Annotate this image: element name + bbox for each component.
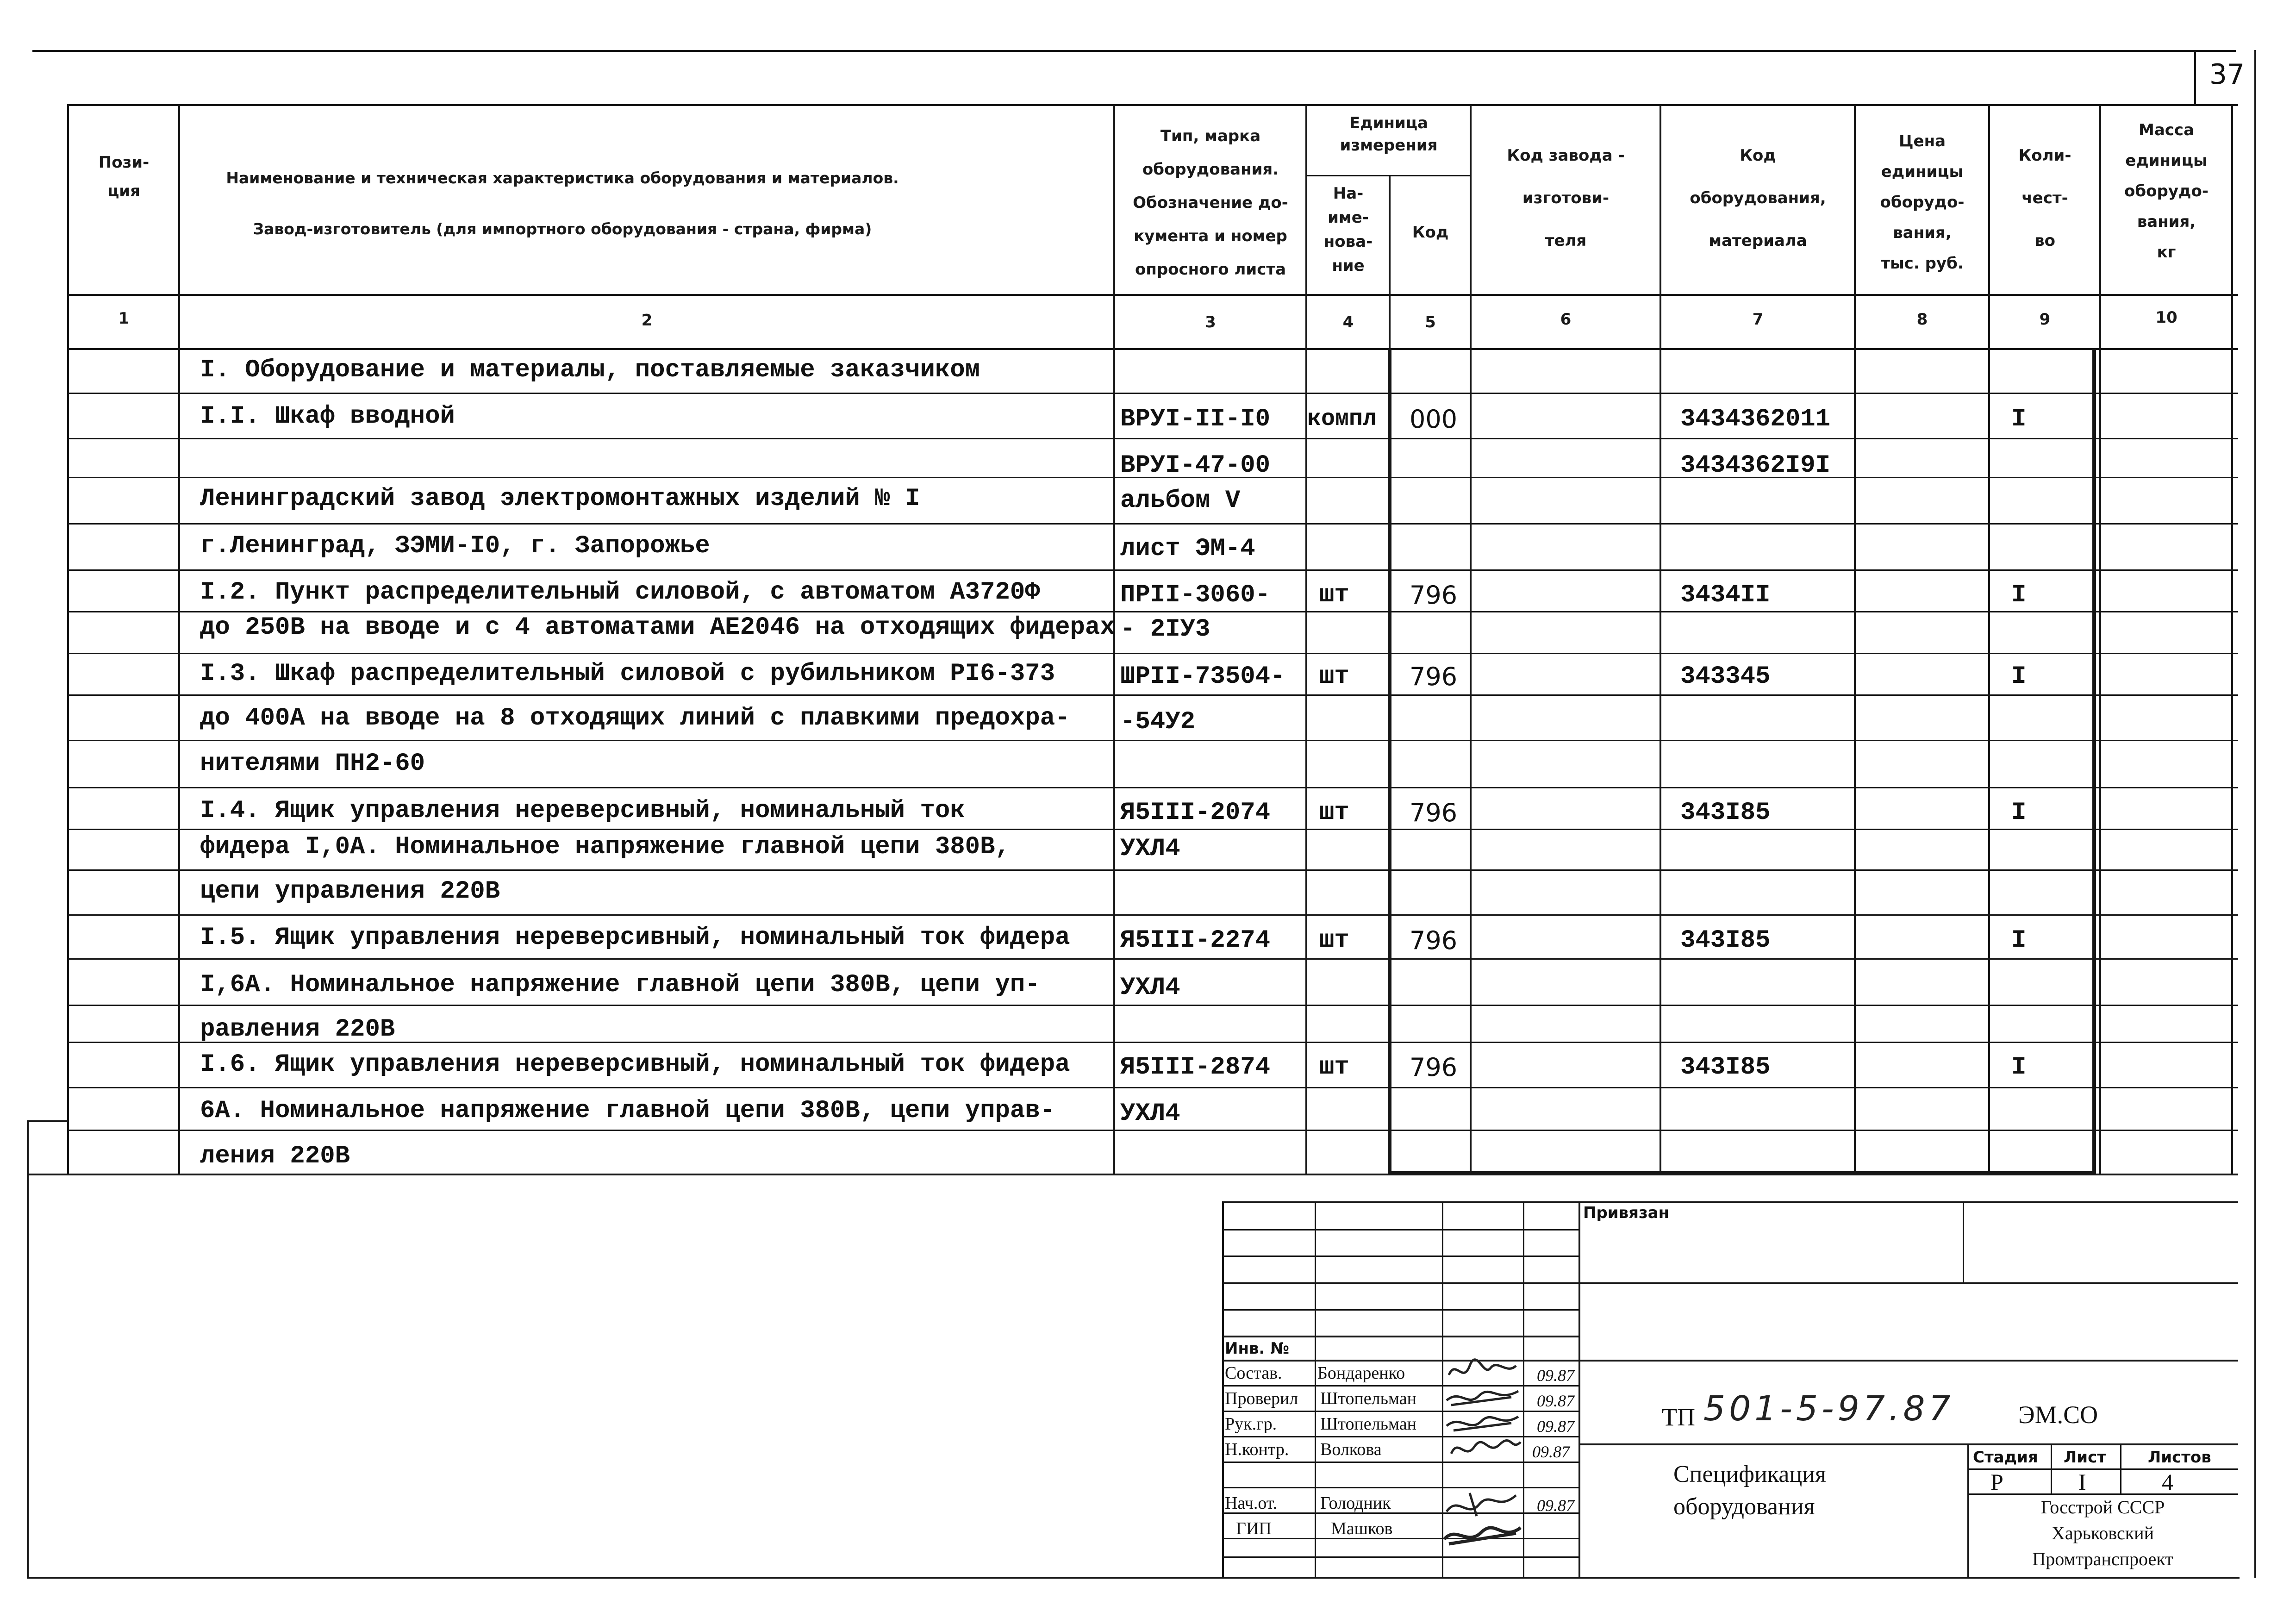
tb-sheets-value: 4 (2162, 1469, 2173, 1495)
col9-left-line (1988, 104, 1990, 1174)
row-name: I.5. Ящик управления нереверсивный, номинальный ток фидера (200, 924, 1070, 952)
row-separator-line (67, 740, 2238, 741)
tb-date-2: 09.87 (1537, 1417, 1574, 1436)
col-number-1: 1 (118, 309, 130, 328)
tb-date-1: 09.87 (1537, 1392, 1574, 1410)
bold-frame-right (2092, 348, 2096, 1174)
col-number-10: 10 (2155, 308, 2177, 327)
tb-name-1: Штопельман (1320, 1389, 1416, 1408)
col8-left-line (1854, 104, 1856, 1174)
row-name: I.3. Шкаф распределительный силовой с рубильником РI6-373 (200, 660, 1055, 688)
col-number-4: 4 (1342, 313, 1354, 331)
col6-left-line (1470, 104, 1472, 1174)
tb-role-1: Проверил (1225, 1389, 1298, 1408)
table-top-line (67, 104, 2238, 106)
tb-divider-main (1578, 1201, 1580, 1579)
row-name: 6А. Номинальное напряжение главной цепи 380В, цепи управ- (200, 1097, 1055, 1125)
row-separator-line (67, 1005, 2238, 1006)
tb-name-2: Штопельман (1320, 1414, 1416, 1434)
tb-line-14 (1222, 1556, 1578, 1558)
row-separator-line (67, 694, 2238, 696)
row-unit-code: 796 (1410, 581, 1458, 610)
row-name: I,6А. Номинальное напряжение главной цепи 380В, цепи уп- (200, 971, 1040, 999)
col-number-7: 7 (1752, 310, 1764, 329)
row-separator-line (67, 1087, 2238, 1088)
tb-top-line (1222, 1201, 2238, 1203)
row-material-code: 3434362011 (1680, 405, 1831, 433)
row-type: ВРУI-II-I0 (1120, 405, 1271, 433)
row-unit: шт (1319, 799, 1349, 827)
row-type: ВРУI-47-00 (1120, 451, 1271, 480)
table-left-line (67, 104, 69, 1174)
hdr-quantity: Коли- чест- во (2018, 146, 2071, 250)
tb-line-5 (1222, 1336, 1578, 1337)
row-material-code: 3434II (1680, 581, 1771, 609)
row-quantity: I (2011, 581, 2027, 609)
row-name: цепи управления 220В (200, 877, 500, 906)
row-material-code: 343I85 (1680, 926, 1771, 955)
row-separator-line (67, 787, 2238, 788)
row-name: г.Ленинград, ЗЭМИ-I0, г. Запорожье (200, 532, 710, 560)
tb-col-name (1315, 1201, 1316, 1579)
unit-group-line (1305, 175, 1470, 176)
col-number-2: 2 (641, 311, 653, 330)
numbers-bottom-line (67, 348, 2238, 350)
row-separator-line (67, 958, 2238, 960)
tb-stage-label: Стадия (1973, 1448, 2038, 1467)
row-unit-code: 796 (1410, 926, 1458, 955)
row-quantity: I (2011, 799, 2027, 827)
signature-0 (1449, 1360, 1516, 1375)
row-type: Я5III-2074 (1120, 799, 1271, 827)
tb-doc-mark: ЭМ.СО (2018, 1401, 2098, 1429)
tb-code-bottom-line (1578, 1443, 2238, 1445)
top-border-line (32, 50, 2236, 52)
row-material-code: 3434362I9I (1680, 451, 1831, 480)
hdr-price: Цена единицы оборудо- вания, тыс. руб. (1880, 132, 1965, 273)
tb-sheet-value: I (2078, 1469, 2086, 1495)
row-type: Я5III-2874 (1120, 1053, 1271, 1081)
tb-line-3 (1222, 1282, 2238, 1284)
row-material-code: 343I85 (1680, 799, 1771, 827)
row-unit: шт (1319, 581, 1349, 609)
tb-inv-label: Инв. № (1225, 1339, 1290, 1358)
row-type: - 2IУ3 (1120, 615, 1210, 643)
col-number-9: 9 (2039, 310, 2051, 329)
row-name: I.2. Пункт распределительный силовой, с автоматом А3720Ф (200, 578, 1040, 606)
row-type: УХЛ4 (1120, 1099, 1180, 1128)
row-name: ления 220В (200, 1142, 350, 1170)
col-number-8: 8 (1916, 310, 1928, 329)
page-bottom-line (27, 1577, 2240, 1579)
table-bottom-line (28, 1174, 2238, 1175)
hdr-position: Пози- ция (98, 153, 150, 200)
row-type: ШРII-73504- (1120, 662, 1285, 691)
tb-attached-divider (1963, 1201, 1964, 1282)
signature-6 (1444, 1528, 1521, 1544)
hdr-mass: Масса единицы оборудо- вания, кг (2124, 121, 2209, 262)
tb-stage-col-2 (2120, 1443, 2121, 1493)
col10-left-line (2099, 104, 2101, 1174)
row-quantity: I (2011, 405, 2027, 433)
row-quantity: I (2011, 926, 2027, 955)
row-name: I.4. Ящик управления нереверсивный, номинальный ток (200, 797, 965, 825)
tb-name-5: Голодник (1320, 1493, 1391, 1513)
tb-stage-col-1 (2051, 1443, 2052, 1493)
col4-left-line (1305, 104, 1307, 1174)
signature-scribbles (1442, 1356, 1525, 1551)
tb-line-4 (1222, 1309, 1578, 1311)
tb-role-3: Н.контр. (1225, 1440, 1289, 1459)
row-type: УХЛ4 (1120, 835, 1180, 863)
tb-name-6: Машков (1331, 1519, 1393, 1538)
signature-5 (1447, 1493, 1516, 1516)
hdr-unit-code: Код (1412, 223, 1449, 242)
hdr-type: Тип, марка оборудования. Обозначение до- кумента и номер опросного листа (1133, 127, 1288, 279)
hdr-unit-name: На- име- нова- ние (1323, 184, 1373, 275)
tb-line-1 (1222, 1229, 1578, 1230)
row-type: лист ЭМ-4 (1120, 535, 1255, 563)
row-unit: компл (1307, 406, 1377, 432)
tb-attached-label: Привязан (1583, 1204, 1670, 1222)
row-unit: шт (1319, 926, 1349, 955)
table-right-line (2231, 104, 2233, 1174)
tb-role-6: ГИП (1236, 1519, 1272, 1538)
row-separator-line (67, 653, 2238, 654)
row-type: УХЛ4 (1120, 974, 1180, 1002)
tb-stage-value: Р (1990, 1469, 2003, 1495)
row-name: Ленинградский завод электромонтажных изделий № I (200, 485, 920, 513)
row-type: Я5III-2274 (1120, 926, 1271, 955)
signature-2 (1447, 1417, 1518, 1430)
row-type: ПРII-3060- (1120, 581, 1271, 609)
row-name: нителями ПН2-60 (200, 750, 425, 778)
row-unit-code: 796 (1410, 798, 1458, 827)
col-number-5: 5 (1425, 313, 1436, 331)
sheet-number: 37 (2209, 58, 2245, 91)
tb-sheet-label: Лист (2064, 1448, 2106, 1467)
row-separator-line (67, 914, 2238, 916)
row-separator-line (67, 393, 2238, 394)
row-name: I.I. Шкаф вводной (200, 402, 455, 431)
sheet-number-box-right (2254, 50, 2256, 1578)
row-separator-line (67, 611, 2238, 612)
tb-name-0: Бондаренко (1317, 1363, 1405, 1383)
tb-line-2 (1222, 1255, 1578, 1257)
col-number-6: 6 (1560, 310, 1572, 329)
row-name: равления 220В (200, 1015, 395, 1043)
header-bottom-line (67, 294, 2238, 296)
tb-role-0: Состав. (1225, 1363, 1282, 1383)
col-number-3: 3 (1205, 313, 1216, 331)
tb-project-code: 501-5-97.87 (1703, 1389, 1954, 1429)
col2-left-line (178, 104, 180, 1174)
row-type: альбом V (1120, 487, 1241, 515)
signature-1 (1447, 1391, 1518, 1405)
tb-sheets-label: Листов (2148, 1448, 2211, 1467)
signature-3 (1451, 1440, 1521, 1454)
row-separator-line (67, 523, 2238, 525)
tb-project-prefix: ТП (1662, 1403, 1695, 1431)
tb-role-5: Нач.от. (1225, 1493, 1278, 1513)
row-material-code: 343345 (1680, 662, 1771, 691)
hdr-factory-code: Код завода - изготови- теля (1507, 146, 1625, 250)
tb-date-3: 09.87 (1532, 1443, 1570, 1461)
col7-left-line (1660, 104, 1661, 1174)
tb-left-line (1222, 1201, 1224, 1579)
bold-frame-left (1388, 348, 1391, 1174)
row-quantity: I (2011, 1053, 2027, 1081)
row-separator-line (67, 1130, 2238, 1131)
sheet-number-box-left (2194, 50, 2196, 105)
row-quantity: I (2011, 662, 2027, 691)
row-unit: шт (1319, 662, 1349, 691)
row-unit-code: 000 (1410, 405, 1458, 434)
hdr-unit-group: Единица измерения (1340, 114, 1438, 155)
tb-role-2: Рук.гр. (1225, 1414, 1277, 1434)
tb-date-5: 09.87 (1537, 1496, 1574, 1515)
row-material-code: 343I85 (1680, 1053, 1771, 1081)
row-name: I.6. Ящик управления нереверсивный, номинальный ток фидера (200, 1050, 1070, 1079)
page-left-tick (27, 1120, 69, 1122)
row-name: I. Оборудование и материалы, поставляемые заказчиком (200, 356, 980, 384)
tb-date-0: 09.87 (1537, 1366, 1574, 1385)
tb-name-3: Волкова (1320, 1440, 1382, 1459)
row-separator-line (67, 569, 2238, 571)
hdr-name: Наименование и техническая характеристика оборудования и материалов. Завод-изготовитель (для импортного оборудования - страна, фирма) (226, 169, 899, 238)
row-name: фидера I,0А. Номинальное напряжение главной цепи 380В, (200, 833, 1010, 861)
row-unit-code: 796 (1410, 662, 1458, 691)
row-unit: шт (1319, 1053, 1349, 1081)
tb-stage-row-line (1967, 1468, 2238, 1470)
row-name: до 250В на вводе и с 4 автоматами АЕ2046 на отходящих фидерах (200, 613, 1115, 642)
page-left-line (27, 1120, 29, 1579)
row-separator-line (67, 438, 2238, 439)
row-type: -54У2 (1120, 708, 1196, 736)
tb-doc-title: Спецификация оборудования (1673, 1461, 1826, 1520)
row-unit-code: 796 (1410, 1053, 1458, 1082)
hdr-material-code: Код оборудования, материала (1690, 146, 1826, 250)
tb-line-6 (1222, 1360, 2238, 1362)
tb-organization: Госстрой СССР Харьковский Промтранспроект (2032, 1497, 2173, 1569)
row-name: до 400А на вводе на 8 отходящих линий с плавкими предохра- (200, 704, 1070, 732)
row-separator-line (67, 869, 2238, 871)
row-separator-line (67, 829, 2238, 830)
